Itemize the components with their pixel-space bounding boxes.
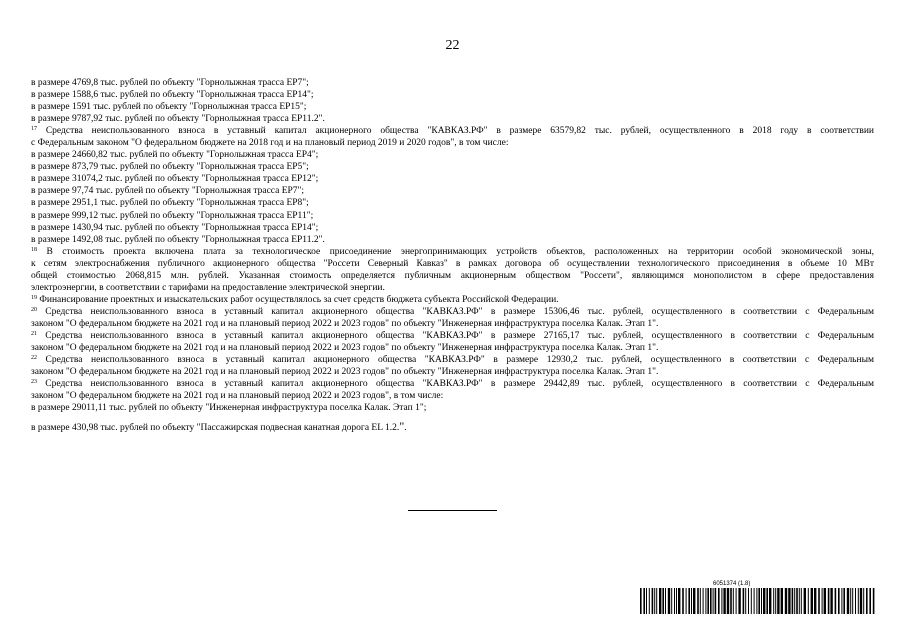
line-text: В стоимость проекта включена плата за технологическое присоединение энергопринимающих устройств объектов, расположенных на территории особой экономической зоны, xyxy=(37,246,874,257)
line-text: электроэнергии, в соответствии с тарифами на предоставление электрической энергии. xyxy=(31,282,385,293)
last-footnote-line xyxy=(31,420,874,434)
footnote-23-line xyxy=(31,378,874,390)
text-line xyxy=(31,137,874,149)
text-line xyxy=(31,210,874,222)
line-text: законом "О федеральном бюджете на 2021 год и на плановый период 2022 и 2023 годов" по объекту "Инженерная инфраструктура поселка Калак. Этап 1". xyxy=(31,343,659,354)
footnotes-body xyxy=(31,77,874,434)
last-line-text: в размере 430,98 тыс. рублей по объекту "Пассажирская подвесная канатная дорога EL 1.2. xyxy=(31,423,400,434)
line-text: с Федеральным законом "О федеральном бюджете на 2018 год и на плановый период 2019 и 2020 годов", в том числе: xyxy=(31,138,509,149)
line-text: в размере 4769,8 тыс. рублей по объекту "Горнолыжная трасса ЕР7"; xyxy=(31,78,309,88)
line-text: к сетям электроснабжения публичного акционерного общества "Россети Северный Кавказ" в рамках договора об осуществлении технологического присоединения в объеме 10 МВт xyxy=(31,258,874,269)
line-text: в размере 9787,92 тыс. рублей по объекту "Горнолыжная трасса ЕР11.2". xyxy=(31,114,325,125)
text-line xyxy=(31,234,874,246)
line-text: Средства неиспользованного взноса в уставный капитал акционерного общества "КАВКАЗ.РФ" в размере 63579,82 тыс. рублей, осуществленного в 2018 году в соответствии xyxy=(37,126,874,137)
line-text: Финансирование проектных и изыскательских работ осуществлялось за счет средств бюджета субъекта Российской Федерации. xyxy=(37,294,559,305)
text-line xyxy=(31,366,874,378)
barcode-icon xyxy=(640,588,875,614)
line-text: Средства неиспользованного взноса в уставный капитал акционерного общества "КАВКАЗ.РФ" в размере 29442,89 тыс. рублей, осуществленного в соответствии с Федеральным xyxy=(37,379,874,390)
text-line xyxy=(31,101,874,113)
line-text: в размере 1591 тыс. рублей по объекту "Горнолыжная трасса ЕР15"; xyxy=(31,102,307,113)
footnote-marker: 20 xyxy=(31,306,37,313)
text-line xyxy=(31,173,874,185)
text-line xyxy=(31,258,874,270)
last-line-end: . xyxy=(404,423,407,434)
text-line xyxy=(31,77,874,89)
footnote-lines xyxy=(31,77,874,414)
document-code: 6051374 (1.8) xyxy=(713,581,751,587)
line-text: в размере 1588,6 тыс. рублей по объекту "Горнолыжная трасса ЕР14"; xyxy=(31,90,314,101)
text-line xyxy=(31,318,874,330)
line-text: в размере 97,74 тыс. рублей по объекту "Горнолыжная трасса ЕР7"; xyxy=(31,186,305,197)
page-number: 22 xyxy=(445,38,460,53)
text-line xyxy=(31,197,874,209)
footnote-17-line xyxy=(31,125,874,137)
line-text: законом "О федеральном бюджете на 2021 год и на плановый период 2022 и 2023 годов" по объекту "Инженерная инфраструктура поселка Калак. Этап 1". xyxy=(31,318,659,329)
closing-quote: " xyxy=(399,419,405,434)
line-text: в размере 999,12 тыс. рублей по объекту "Горнолыжная трасса ЕР11"; xyxy=(31,210,314,221)
text-line xyxy=(31,113,874,125)
footnote-18-line xyxy=(31,246,874,258)
footnote-marker: 19 xyxy=(31,294,37,301)
text-line xyxy=(31,222,874,234)
line-text: Средства неиспользованного взноса в уставный капитал акционерного общества "КАВКАЗ.РФ" в размере 27165,17 тыс. рублей, осуществленного в соответствии с Федеральным xyxy=(37,330,874,341)
text-line xyxy=(31,89,874,101)
line-text: в размере 29011,11 тыс. рублей по объекту "Инженерная инфраструктура поселка Калак. Этап 1"; xyxy=(31,403,427,414)
line-text: законом "О федеральном бюджете на 2021 год и на плановый период 2022 и 2023 годов" по объекту "Инженерная инфраструктура поселка Калак. Этап 1". xyxy=(31,367,659,378)
line-text: в размере 1492,08 тыс. рублей по объекту "Горнолыжная трасса ЕР11.2". xyxy=(31,234,325,245)
line-text: общей стоимостью 2068,815 млн. рублей. Указанная стоимость определяется публичным акционерным обществом "Россети", являющимся монополистом в сфере предоставления xyxy=(31,270,874,281)
footnote-marker: 17 xyxy=(31,126,37,133)
line-text: в размере 1430,94 тыс. рублей по объекту "Горнолыжная трасса ЕР14"; xyxy=(31,222,319,233)
text-line xyxy=(31,402,874,414)
text-line xyxy=(31,390,874,402)
text-line xyxy=(31,282,874,294)
text-line xyxy=(31,342,874,354)
footnote-marker: 21 xyxy=(31,330,37,337)
text-line xyxy=(31,270,874,282)
line-text: законом "О федеральном бюджете на 2021 год и на плановый период 2022 и 2023 годов", в том числе: xyxy=(31,391,444,402)
footnote-19-line xyxy=(31,294,874,306)
text-line xyxy=(31,185,874,197)
line-text: Средства неиспользованного взноса в уставный капитал акционерного общества "КАВКАЗ.РФ" в размере 15306,46 тыс. рублей, осуществленного в соответствии с Федеральным xyxy=(37,306,874,317)
footnote-marker: 18 xyxy=(31,246,37,253)
text-line xyxy=(31,149,874,161)
line-text: Средства неиспользованного взноса в уставный капитал акционерного общества "КАВКАЗ.РФ" в размере 12930,2 тыс. рублей, осуществленного в соответствии с Федеральным xyxy=(37,355,874,366)
line-text: в размере 24660,82 тыс. рублей по объекту "Горнолыжная трасса ЕР4"; xyxy=(31,150,319,161)
text-line xyxy=(31,161,874,173)
line-text: в размере 31074,2 тыс. рублей по объекту "Горнолыжная трасса ЕР12"; xyxy=(31,174,319,185)
line-text: в размере 2951,1 тыс. рублей по объекту "Горнолыжная трасса ЕР8"; xyxy=(31,198,309,209)
footnote-22-line xyxy=(31,354,874,366)
line-text: в размере 873,79 тыс. рублей по объекту "Горнолыжная трасса ЕР5"; xyxy=(31,162,309,173)
footnote-21-line xyxy=(31,330,874,342)
footnote-20-line xyxy=(31,306,874,318)
footnote-marker: 22 xyxy=(31,355,37,362)
footnote-separator-rule xyxy=(408,510,497,511)
footnote-marker: 23 xyxy=(31,379,37,386)
